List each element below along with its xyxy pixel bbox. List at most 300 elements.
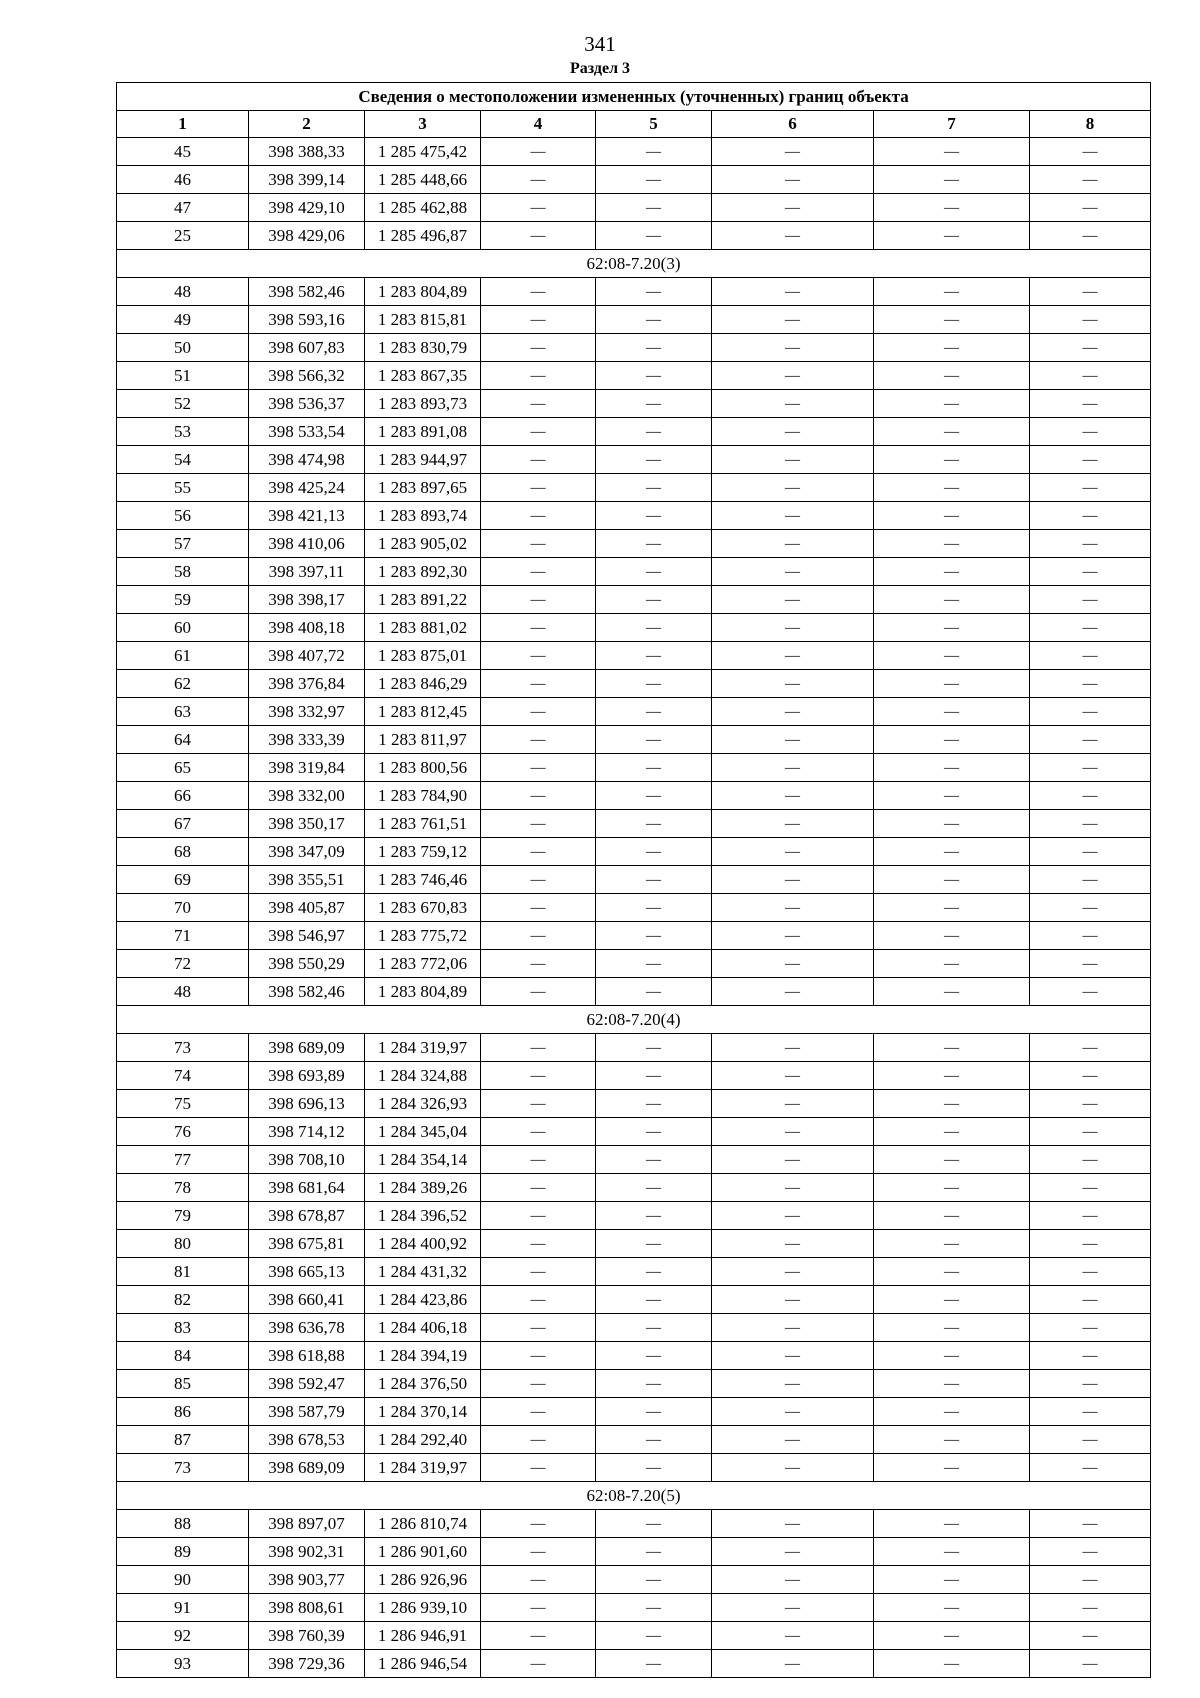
empty-value-cell: — bbox=[1030, 838, 1151, 866]
empty-value-cell: — bbox=[874, 1286, 1030, 1314]
empty-value-cell: — bbox=[874, 418, 1030, 446]
empty-value-cell: — bbox=[712, 418, 874, 446]
point-number-cell: 74 bbox=[117, 1062, 249, 1090]
empty-value-cell: — bbox=[596, 1510, 712, 1538]
parcel-group-label: 62:08-7.20(4) bbox=[117, 1006, 1151, 1034]
point-number-cell: 89 bbox=[117, 1538, 249, 1566]
empty-value-cell: — bbox=[481, 1090, 596, 1118]
y-coordinate-cell: 1 283 800,56 bbox=[365, 754, 481, 782]
table-row bbox=[117, 1034, 1151, 1062]
empty-value-cell: — bbox=[481, 838, 596, 866]
empty-value-cell: — bbox=[712, 1286, 874, 1314]
empty-value-cell: — bbox=[481, 1566, 596, 1594]
empty-value-cell: — bbox=[874, 1034, 1030, 1062]
empty-value-cell: — bbox=[481, 502, 596, 530]
x-coordinate-cell: 398 593,16 bbox=[249, 306, 365, 334]
empty-value-cell: — bbox=[596, 390, 712, 418]
table-row bbox=[117, 866, 1151, 894]
point-number-cell: 81 bbox=[117, 1258, 249, 1286]
x-coordinate-cell: 398 708,10 bbox=[249, 1146, 365, 1174]
empty-value-cell: — bbox=[874, 1146, 1030, 1174]
y-coordinate-cell: 1 285 462,88 bbox=[365, 194, 481, 222]
empty-value-cell: — bbox=[596, 1622, 712, 1650]
point-number-cell: 55 bbox=[117, 474, 249, 502]
empty-value-cell: — bbox=[1030, 418, 1151, 446]
x-coordinate-cell: 398 714,12 bbox=[249, 1118, 365, 1146]
point-number-cell: 52 bbox=[117, 390, 249, 418]
x-coordinate-cell: 398 408,18 bbox=[249, 614, 365, 642]
empty-value-cell: — bbox=[712, 950, 874, 978]
y-coordinate-cell: 1 284 370,14 bbox=[365, 1398, 481, 1426]
empty-value-cell: — bbox=[481, 306, 596, 334]
table-row bbox=[117, 1258, 1151, 1286]
x-coordinate-cell: 398 689,09 bbox=[249, 1454, 365, 1482]
empty-value-cell: — bbox=[712, 362, 874, 390]
table-row bbox=[117, 530, 1151, 558]
empty-value-cell: — bbox=[874, 1118, 1030, 1146]
point-number-cell: 70 bbox=[117, 894, 249, 922]
y-coordinate-cell: 1 283 875,01 bbox=[365, 642, 481, 670]
empty-value-cell: — bbox=[596, 1650, 712, 1678]
x-coordinate-cell: 398 660,41 bbox=[249, 1286, 365, 1314]
empty-value-cell: — bbox=[874, 1258, 1030, 1286]
empty-value-cell: — bbox=[874, 362, 1030, 390]
empty-value-cell: — bbox=[596, 894, 712, 922]
empty-value-cell: — bbox=[712, 1594, 874, 1622]
empty-value-cell: — bbox=[1030, 810, 1151, 838]
empty-value-cell: — bbox=[596, 474, 712, 502]
empty-value-cell: — bbox=[481, 166, 596, 194]
point-number-cell: 72 bbox=[117, 950, 249, 978]
y-coordinate-cell: 1 284 319,97 bbox=[365, 1034, 481, 1062]
empty-value-cell: — bbox=[874, 502, 1030, 530]
point-number-cell: 51 bbox=[117, 362, 249, 390]
empty-value-cell: — bbox=[596, 446, 712, 474]
table-row bbox=[117, 586, 1151, 614]
x-coordinate-cell: 398 421,13 bbox=[249, 502, 365, 530]
y-coordinate-cell: 1 286 810,74 bbox=[365, 1510, 481, 1538]
empty-value-cell: — bbox=[712, 586, 874, 614]
empty-value-cell: — bbox=[712, 726, 874, 754]
x-coordinate-cell: 398 675,81 bbox=[249, 1230, 365, 1258]
point-number-cell: 60 bbox=[117, 614, 249, 642]
empty-value-cell: — bbox=[874, 222, 1030, 250]
empty-value-cell: — bbox=[481, 362, 596, 390]
empty-value-cell: — bbox=[596, 1538, 712, 1566]
empty-value-cell: — bbox=[874, 1202, 1030, 1230]
y-coordinate-cell: 1 283 893,74 bbox=[365, 502, 481, 530]
y-coordinate-cell: 1 283 784,90 bbox=[365, 782, 481, 810]
empty-value-cell: — bbox=[481, 586, 596, 614]
x-coordinate-cell: 398 355,51 bbox=[249, 866, 365, 894]
empty-value-cell: — bbox=[1030, 1650, 1151, 1678]
y-coordinate-cell: 1 283 815,81 bbox=[365, 306, 481, 334]
x-coordinate-cell: 398 681,64 bbox=[249, 1174, 365, 1202]
empty-value-cell: — bbox=[481, 1398, 596, 1426]
empty-value-cell: — bbox=[874, 894, 1030, 922]
empty-value-cell: — bbox=[1030, 1510, 1151, 1538]
point-number-cell: 69 bbox=[117, 866, 249, 894]
empty-value-cell: — bbox=[712, 866, 874, 894]
empty-value-cell: — bbox=[874, 1594, 1030, 1622]
point-number-cell: 79 bbox=[117, 1202, 249, 1230]
table-row bbox=[117, 1118, 1151, 1146]
x-coordinate-cell: 398 546,97 bbox=[249, 922, 365, 950]
point-number-cell: 78 bbox=[117, 1174, 249, 1202]
empty-value-cell: — bbox=[481, 1146, 596, 1174]
empty-value-cell: — bbox=[481, 1538, 596, 1566]
point-number-cell: 58 bbox=[117, 558, 249, 586]
y-coordinate-cell: 1 284 292,40 bbox=[365, 1426, 481, 1454]
x-coordinate-cell: 398 678,87 bbox=[249, 1202, 365, 1230]
empty-value-cell: — bbox=[874, 558, 1030, 586]
empty-value-cell: — bbox=[596, 530, 712, 558]
point-number-cell: 84 bbox=[117, 1342, 249, 1370]
y-coordinate-cell: 1 286 901,60 bbox=[365, 1538, 481, 1566]
empty-value-cell: — bbox=[596, 1398, 712, 1426]
empty-value-cell: — bbox=[481, 670, 596, 698]
group-header-row bbox=[117, 1006, 1151, 1034]
table-row bbox=[117, 1230, 1151, 1258]
empty-value-cell: — bbox=[1030, 1118, 1151, 1146]
table-row bbox=[117, 922, 1151, 950]
empty-value-cell: — bbox=[481, 698, 596, 726]
point-number-cell: 92 bbox=[117, 1622, 249, 1650]
table-caption: Сведения о местоположении измененных (уточненных) границ объекта bbox=[117, 83, 1151, 111]
empty-value-cell: — bbox=[481, 1202, 596, 1230]
empty-value-cell: — bbox=[874, 390, 1030, 418]
y-coordinate-cell: 1 284 324,88 bbox=[365, 1062, 481, 1090]
empty-value-cell: — bbox=[596, 1202, 712, 1230]
y-coordinate-cell: 1 284 406,18 bbox=[365, 1314, 481, 1342]
point-number-cell: 80 bbox=[117, 1230, 249, 1258]
point-number-cell: 25 bbox=[117, 222, 249, 250]
empty-value-cell: — bbox=[596, 586, 712, 614]
empty-value-cell: — bbox=[596, 1118, 712, 1146]
empty-value-cell: — bbox=[1030, 334, 1151, 362]
table-row bbox=[117, 1314, 1151, 1342]
empty-value-cell: — bbox=[874, 1174, 1030, 1202]
empty-value-cell: — bbox=[712, 1118, 874, 1146]
empty-value-cell: — bbox=[596, 1314, 712, 1342]
empty-value-cell: — bbox=[712, 838, 874, 866]
table-row bbox=[117, 362, 1151, 390]
empty-value-cell: — bbox=[481, 978, 596, 1006]
empty-value-cell: — bbox=[1030, 138, 1151, 166]
column-number: 4 bbox=[481, 111, 596, 138]
x-coordinate-cell: 398 399,14 bbox=[249, 166, 365, 194]
x-coordinate-cell: 398 808,61 bbox=[249, 1594, 365, 1622]
empty-value-cell: — bbox=[874, 922, 1030, 950]
y-coordinate-cell: 1 283 746,46 bbox=[365, 866, 481, 894]
x-coordinate-cell: 398 429,10 bbox=[249, 194, 365, 222]
empty-value-cell: — bbox=[596, 1174, 712, 1202]
empty-value-cell: — bbox=[1030, 530, 1151, 558]
y-coordinate-cell: 1 283 892,30 bbox=[365, 558, 481, 586]
empty-value-cell: — bbox=[874, 978, 1030, 1006]
empty-value-cell: — bbox=[874, 1538, 1030, 1566]
table-row bbox=[117, 1146, 1151, 1174]
empty-value-cell: — bbox=[596, 1342, 712, 1370]
point-number-cell: 63 bbox=[117, 698, 249, 726]
empty-value-cell: — bbox=[596, 1454, 712, 1482]
x-coordinate-cell: 398 566,32 bbox=[249, 362, 365, 390]
empty-value-cell: — bbox=[712, 922, 874, 950]
empty-value-cell: — bbox=[712, 502, 874, 530]
point-number-cell: 88 bbox=[117, 1510, 249, 1538]
table-row bbox=[117, 194, 1151, 222]
y-coordinate-cell: 1 284 400,92 bbox=[365, 1230, 481, 1258]
point-number-cell: 50 bbox=[117, 334, 249, 362]
x-coordinate-cell: 398 407,72 bbox=[249, 642, 365, 670]
empty-value-cell: — bbox=[481, 1174, 596, 1202]
table-row bbox=[117, 1342, 1151, 1370]
x-coordinate-cell: 398 902,31 bbox=[249, 1538, 365, 1566]
empty-value-cell: — bbox=[712, 670, 874, 698]
point-number-cell: 64 bbox=[117, 726, 249, 754]
point-number-cell: 62 bbox=[117, 670, 249, 698]
empty-value-cell: — bbox=[596, 194, 712, 222]
column-number-row bbox=[117, 111, 1151, 138]
empty-value-cell: — bbox=[874, 1622, 1030, 1650]
empty-value-cell: — bbox=[596, 558, 712, 586]
table-row bbox=[117, 1398, 1151, 1426]
empty-value-cell: — bbox=[874, 166, 1030, 194]
empty-value-cell: — bbox=[712, 138, 874, 166]
empty-value-cell: — bbox=[481, 1230, 596, 1258]
empty-value-cell: — bbox=[596, 726, 712, 754]
point-number-cell: 56 bbox=[117, 502, 249, 530]
point-number-cell: 66 bbox=[117, 782, 249, 810]
empty-value-cell: — bbox=[1030, 1594, 1151, 1622]
y-coordinate-cell: 1 283 867,35 bbox=[365, 362, 481, 390]
empty-value-cell: — bbox=[481, 138, 596, 166]
empty-value-cell: — bbox=[1030, 754, 1151, 782]
empty-value-cell: — bbox=[712, 278, 874, 306]
x-coordinate-cell: 398 665,13 bbox=[249, 1258, 365, 1286]
empty-value-cell: — bbox=[712, 1454, 874, 1482]
empty-value-cell: — bbox=[712, 1090, 874, 1118]
x-coordinate-cell: 398 319,84 bbox=[249, 754, 365, 782]
empty-value-cell: — bbox=[712, 1230, 874, 1258]
y-coordinate-cell: 1 283 830,79 bbox=[365, 334, 481, 362]
empty-value-cell: — bbox=[712, 558, 874, 586]
point-number-cell: 49 bbox=[117, 306, 249, 334]
empty-value-cell: — bbox=[874, 698, 1030, 726]
empty-value-cell: — bbox=[712, 1622, 874, 1650]
empty-value-cell: — bbox=[874, 1426, 1030, 1454]
point-number-cell: 48 bbox=[117, 978, 249, 1006]
table-row bbox=[117, 138, 1151, 166]
point-number-cell: 65 bbox=[117, 754, 249, 782]
empty-value-cell: — bbox=[596, 1258, 712, 1286]
empty-value-cell: — bbox=[712, 1202, 874, 1230]
empty-value-cell: — bbox=[1030, 782, 1151, 810]
empty-value-cell: — bbox=[596, 1034, 712, 1062]
table-row bbox=[117, 1538, 1151, 1566]
x-coordinate-cell: 398 693,89 bbox=[249, 1062, 365, 1090]
empty-value-cell: — bbox=[481, 278, 596, 306]
table-row bbox=[117, 1622, 1151, 1650]
y-coordinate-cell: 1 283 811,97 bbox=[365, 726, 481, 754]
empty-value-cell: — bbox=[712, 1174, 874, 1202]
empty-value-cell: — bbox=[874, 1454, 1030, 1482]
point-number-cell: 77 bbox=[117, 1146, 249, 1174]
empty-value-cell: — bbox=[1030, 1174, 1151, 1202]
empty-value-cell: — bbox=[481, 222, 596, 250]
empty-value-cell: — bbox=[596, 1426, 712, 1454]
empty-value-cell: — bbox=[874, 446, 1030, 474]
empty-value-cell: — bbox=[596, 810, 712, 838]
empty-value-cell: — bbox=[874, 810, 1030, 838]
empty-value-cell: — bbox=[874, 642, 1030, 670]
column-number: 1 bbox=[117, 111, 249, 138]
x-coordinate-cell: 398 689,09 bbox=[249, 1034, 365, 1062]
empty-value-cell: — bbox=[874, 530, 1030, 558]
empty-value-cell: — bbox=[596, 670, 712, 698]
empty-value-cell: — bbox=[596, 278, 712, 306]
empty-value-cell: — bbox=[481, 1622, 596, 1650]
empty-value-cell: — bbox=[481, 1286, 596, 1314]
point-number-cell: 91 bbox=[117, 1594, 249, 1622]
empty-value-cell: — bbox=[874, 586, 1030, 614]
x-coordinate-cell: 398 897,07 bbox=[249, 1510, 365, 1538]
x-coordinate-cell: 398 332,97 bbox=[249, 698, 365, 726]
empty-value-cell: — bbox=[1030, 222, 1151, 250]
table-row bbox=[117, 978, 1151, 1006]
empty-value-cell: — bbox=[874, 670, 1030, 698]
table-row bbox=[117, 278, 1151, 306]
point-number-cell: 68 bbox=[117, 838, 249, 866]
y-coordinate-cell: 1 284 394,19 bbox=[365, 1342, 481, 1370]
table-row bbox=[117, 1202, 1151, 1230]
y-coordinate-cell: 1 283 670,83 bbox=[365, 894, 481, 922]
empty-value-cell: — bbox=[596, 1230, 712, 1258]
empty-value-cell: — bbox=[874, 1314, 1030, 1342]
empty-value-cell: — bbox=[1030, 586, 1151, 614]
y-coordinate-cell: 1 283 804,89 bbox=[365, 278, 481, 306]
table-row bbox=[117, 166, 1151, 194]
empty-value-cell: — bbox=[1030, 698, 1151, 726]
empty-value-cell: — bbox=[596, 950, 712, 978]
y-coordinate-cell: 1 283 944,97 bbox=[365, 446, 481, 474]
empty-value-cell: — bbox=[596, 978, 712, 1006]
empty-value-cell: — bbox=[1030, 166, 1151, 194]
empty-value-cell: — bbox=[874, 306, 1030, 334]
y-coordinate-cell: 1 283 775,72 bbox=[365, 922, 481, 950]
empty-value-cell: — bbox=[712, 754, 874, 782]
empty-value-cell: — bbox=[481, 950, 596, 978]
empty-value-cell: — bbox=[596, 782, 712, 810]
empty-value-cell: — bbox=[712, 642, 874, 670]
point-number-cell: 76 bbox=[117, 1118, 249, 1146]
empty-value-cell: — bbox=[874, 838, 1030, 866]
point-number-cell: 82 bbox=[117, 1286, 249, 1314]
table-row bbox=[117, 1090, 1151, 1118]
empty-value-cell: — bbox=[1030, 1342, 1151, 1370]
empty-value-cell: — bbox=[1030, 502, 1151, 530]
point-number-cell: 73 bbox=[117, 1454, 249, 1482]
table-row bbox=[117, 418, 1151, 446]
y-coordinate-cell: 1 283 759,12 bbox=[365, 838, 481, 866]
empty-value-cell: — bbox=[1030, 1454, 1151, 1482]
empty-value-cell: — bbox=[481, 614, 596, 642]
empty-value-cell: — bbox=[481, 810, 596, 838]
empty-value-cell: — bbox=[481, 1258, 596, 1286]
table-row bbox=[117, 1510, 1151, 1538]
column-number: 3 bbox=[365, 111, 481, 138]
empty-value-cell: — bbox=[874, 1566, 1030, 1594]
empty-value-cell: — bbox=[874, 1398, 1030, 1426]
x-coordinate-cell: 398 410,06 bbox=[249, 530, 365, 558]
empty-value-cell: — bbox=[874, 194, 1030, 222]
empty-value-cell: — bbox=[596, 334, 712, 362]
y-coordinate-cell: 1 284 319,97 bbox=[365, 1454, 481, 1482]
table-row bbox=[117, 1454, 1151, 1482]
table-row bbox=[117, 502, 1151, 530]
column-number: 2 bbox=[249, 111, 365, 138]
empty-value-cell: — bbox=[712, 530, 874, 558]
empty-value-cell: — bbox=[481, 754, 596, 782]
empty-value-cell: — bbox=[1030, 1258, 1151, 1286]
empty-value-cell: — bbox=[712, 194, 874, 222]
empty-value-cell: — bbox=[1030, 306, 1151, 334]
table-row bbox=[117, 1062, 1151, 1090]
point-number-cell: 45 bbox=[117, 138, 249, 166]
empty-value-cell: — bbox=[712, 978, 874, 1006]
empty-value-cell: — bbox=[1030, 1370, 1151, 1398]
x-coordinate-cell: 398 729,36 bbox=[249, 1650, 365, 1678]
empty-value-cell: — bbox=[596, 1062, 712, 1090]
table-row bbox=[117, 1594, 1151, 1622]
y-coordinate-cell: 1 285 496,87 bbox=[365, 222, 481, 250]
empty-value-cell: — bbox=[481, 894, 596, 922]
empty-value-cell: — bbox=[1030, 1538, 1151, 1566]
point-number-cell: 73 bbox=[117, 1034, 249, 1062]
empty-value-cell: — bbox=[712, 782, 874, 810]
empty-value-cell: — bbox=[596, 1286, 712, 1314]
y-coordinate-cell: 1 286 939,10 bbox=[365, 1594, 481, 1622]
empty-value-cell: — bbox=[481, 1342, 596, 1370]
table-row bbox=[117, 754, 1151, 782]
table-row bbox=[117, 306, 1151, 334]
empty-value-cell: — bbox=[481, 866, 596, 894]
x-coordinate-cell: 398 696,13 bbox=[249, 1090, 365, 1118]
empty-value-cell: — bbox=[712, 1566, 874, 1594]
empty-value-cell: — bbox=[874, 866, 1030, 894]
empty-value-cell: — bbox=[481, 1062, 596, 1090]
empty-value-cell: — bbox=[1030, 194, 1151, 222]
table-row bbox=[117, 1286, 1151, 1314]
y-coordinate-cell: 1 284 431,32 bbox=[365, 1258, 481, 1286]
empty-value-cell: — bbox=[712, 474, 874, 502]
x-coordinate-cell: 398 582,46 bbox=[249, 978, 365, 1006]
table-row bbox=[117, 1650, 1151, 1678]
empty-value-cell: — bbox=[1030, 726, 1151, 754]
empty-value-cell: — bbox=[1030, 1062, 1151, 1090]
table-row bbox=[117, 390, 1151, 418]
empty-value-cell: — bbox=[874, 1650, 1030, 1678]
point-number-cell: 54 bbox=[117, 446, 249, 474]
empty-value-cell: — bbox=[1030, 1426, 1151, 1454]
point-number-cell: 67 bbox=[117, 810, 249, 838]
empty-value-cell: — bbox=[1030, 1090, 1151, 1118]
empty-value-cell: — bbox=[596, 1146, 712, 1174]
y-coordinate-cell: 1 283 881,02 bbox=[365, 614, 481, 642]
empty-value-cell: — bbox=[1030, 474, 1151, 502]
table-row bbox=[117, 1370, 1151, 1398]
empty-value-cell: — bbox=[712, 1398, 874, 1426]
